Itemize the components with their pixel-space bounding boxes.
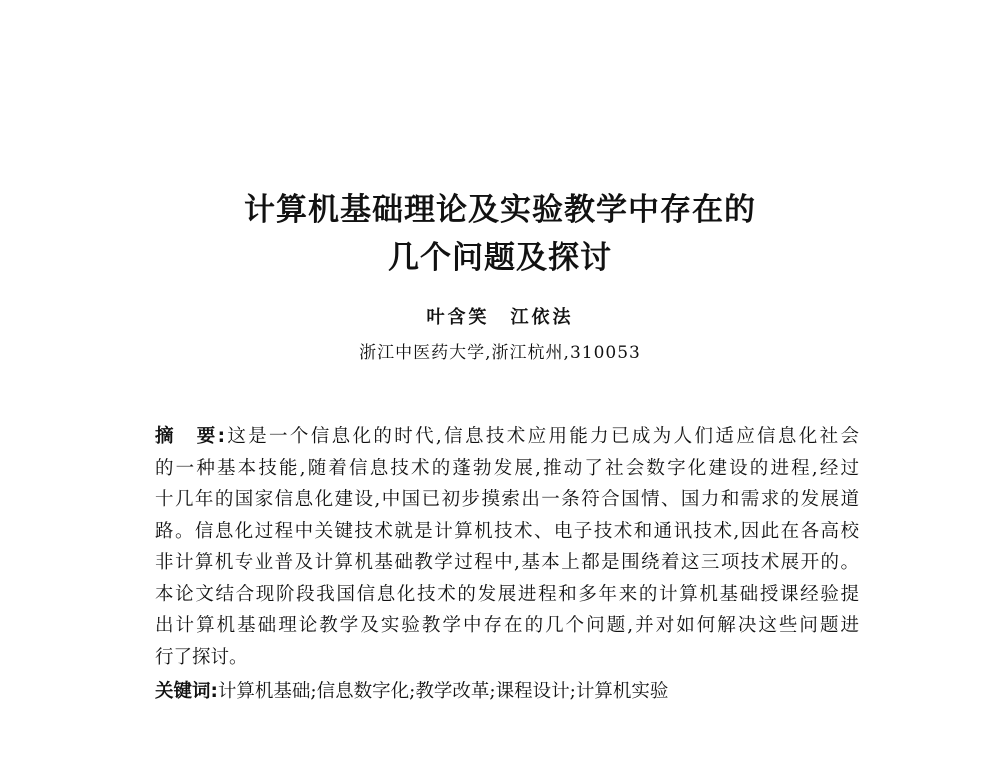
keywords: [155, 676, 859, 708]
keywords-label: 关键词:: [155, 681, 218, 702]
authors: 叶含笑 江依法: [426, 307, 574, 328]
abstract-label: 摘 要:: [155, 426, 225, 447]
paper-title-line-2: 几个问题及探讨: [388, 240, 612, 276]
abstract-line: 本论文结合现阶段我国信息化技术的发展进程和多年来的计算机基础授课经验提: [155, 583, 859, 605]
abstract-line: 路。信息化过程中关键技术就是计算机技术、电子技术和通讯技术,因此在各高校: [155, 520, 859, 542]
abstract-line: 十几年的国家信息化建设,中国已初步摸索出一条符合国情、国力和需求的发展道: [155, 489, 859, 510]
abstract-line: 的一种基本技能,随着信息技术的蓬勃发展,推动了社会数字化建设的进程,经过: [155, 457, 859, 479]
abstract-line: 非计算机专业普及计算机基础教学过程中,基本上都是围绕着这三项技术展开的。: [155, 552, 859, 573]
abstract-line: 出计算机基础理论教学及实验教学中存在的几个问题,并对如何解决这些问题进: [155, 615, 859, 636]
abstract-text: 这是一个信息化的时代,信息技术应用能力已成为人们适应信息化社会: [224, 426, 859, 447]
affiliation: 浙江中医药大学,浙江杭州,310053: [359, 343, 641, 363]
keywords-text: 计算机基础;信息数字化;教学改革;课程设计;计算机实验: [217, 681, 669, 702]
paper-title-line-1: 计算机基础理论及实验教学中存在的: [244, 192, 756, 228]
abstract: [155, 421, 859, 708]
abstract-line: 行了探讨。: [155, 646, 248, 668]
abstract-line: [155, 421, 859, 453]
